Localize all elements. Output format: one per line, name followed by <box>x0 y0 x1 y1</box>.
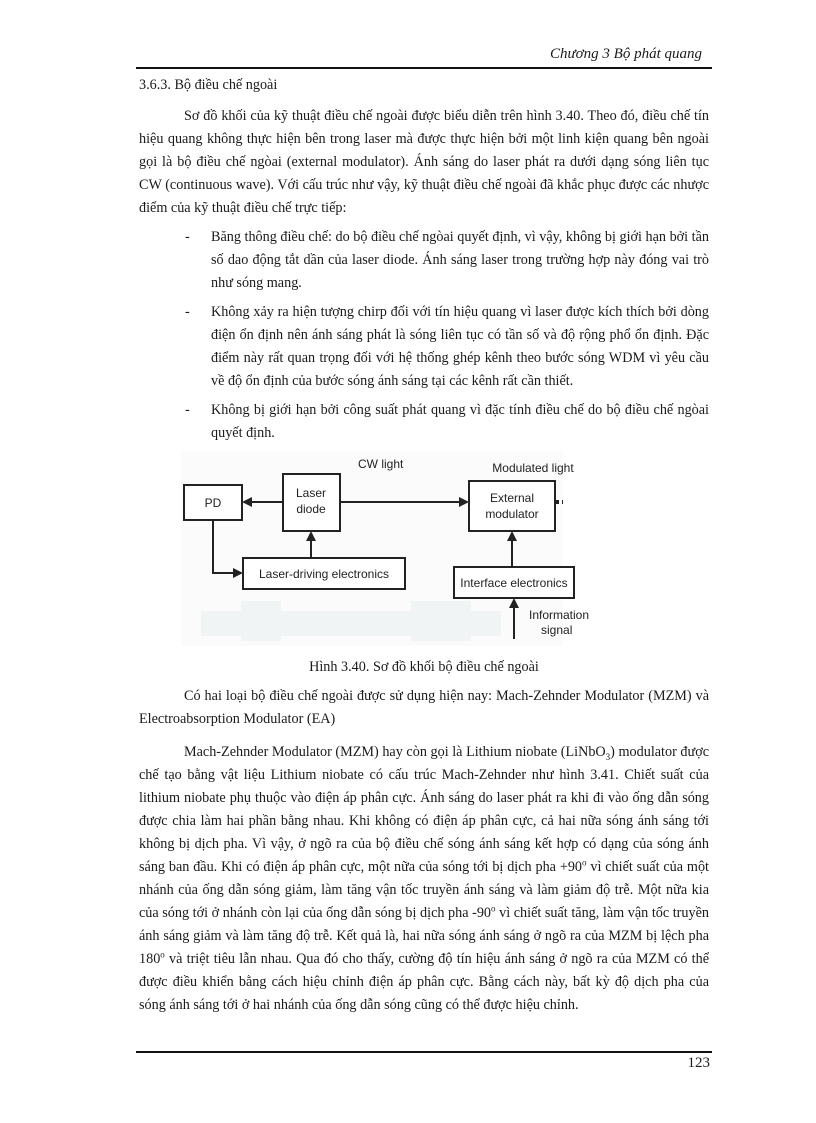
page-number: 123 <box>687 1055 710 1071</box>
external-modulator-label-1: External <box>489 491 535 505</box>
cw-light-label: CW light <box>358 457 404 471</box>
page-content <box>139 74 709 1017</box>
laser-diode-label-2: diode <box>296 502 326 516</box>
bullet-text: Băng thông điều chế: do bộ điều chế ngòai quyết định, vì vậy, không bị giới hạn bởi tần số dao động tắt dần của laser diode. Ánh sáng laser trong trường hợp này đóng vai trò như sóng mang. <box>211 229 709 291</box>
mzm-text-4: vì chiết suất tăng, làm vận tốc truyền ánh sáng giảm và làm tăng độ trễ. Kết quả là, hai nữa sóng ánh sáng ở ngõ ra của MZM bị lệch pha 180 <box>139 905 709 967</box>
block-diagram <box>181 451 590 646</box>
bullet-item <box>139 301 709 393</box>
mzm-degree-2: o <box>491 903 496 914</box>
bullet-list <box>139 226 709 445</box>
section-title: 3.6.3. Bộ điều chế ngoài <box>139 77 278 93</box>
chapter-header: Chương 3 Bộ phát quang <box>549 46 702 62</box>
information-signal-label-2: signal <box>541 623 573 637</box>
bullet-item <box>139 226 709 295</box>
block-diagram-figure <box>181 451 590 646</box>
bullet-marker: - <box>185 229 190 245</box>
bullet-text: Không bị giới hạn bởi công suất phát quang vì đặc tính điều chế do bộ điều chế ngòai quyết định. <box>211 402 709 441</box>
footer-rule <box>136 1051 712 1053</box>
mzm-paragraph <box>139 741 709 1017</box>
mzm-subscript-3: 3 <box>605 751 611 762</box>
mzm-text-3: vì chiết suất của một nhánh của ống dẫn sóng giảm, làm tăng vận tốc truyền ánh sáng và làm giảm độ trễ. Một nữa kia của sóng tới ở nhánh còn lại của ống dẫn sóng bị dịch pha -90 <box>139 859 709 921</box>
interface-electronics-label: Interface electronics <box>460 576 568 590</box>
header-rule <box>136 67 712 69</box>
laser-driving-label: Laser-driving electronics <box>258 567 390 581</box>
mzm-degree-1: o <box>582 857 587 868</box>
mzm-text-2: ) modulator được chế tạo bằng vật liệu Lithium niobate có cấu trúc Mach-Zehnder như hình 3.41. Chiết suất của lithium niobate phụ thuộc vào điện áp phân cực. Ánh sáng do laser phát ra khi đi vào ống dẫn sóng được chia làm hai phần bằng nhau. Khi không có điện áp phân cực, cả hai nữa sóng ánh sáng tới không bị dịch pha. Vì vậy, ở ngõ ra của bộ điều chế sóng ánh sáng kết hợp có dạng của sóng ánh sáng ban đầu. Khi có điện áp phân cực, một nữa của sóng tới bị dịch pha +90 <box>139 744 709 875</box>
bullet-text: Không xảy ra hiện tượng chirp đối với tín hiệu quang vì laser được kích thích bởi dòng điện ổn định nên ánh sáng phát là sóng liên tục có tần số và độ rộng phổ ổn định. Đặc điểm này rất quan trọng đối với hệ thống ghép kênh theo bước sóng WDM vì yêu cầu về độ ổn định của bước sóng ánh sáng tại các kênh rất cần thiết. <box>211 304 709 389</box>
external-modulator-label-2: modulator <box>485 507 539 521</box>
mzm-text-5: và triệt tiêu lẫn nhau. Qua đó cho thấy, cường độ tín hiệu ánh sáng ở ngõ ra của MZM có thể được điều khiển bằng cách hiệu chỉnh điện áp phân cực. Bằng cách này, bất kỳ độ dịch pha của sóng ánh sáng tới ở hai nhánh của ống dẫn sóng cũng có thể được hiệu chỉnh. <box>139 951 709 1013</box>
figure-caption: Hình 3.40. Sơ đồ khối bộ điều chế ngoài <box>309 659 539 675</box>
pd-feedback-arrow <box>213 520 241 573</box>
background-texture <box>201 601 501 641</box>
modulator-types-paragraph: Có hai loại bộ điều chế ngoài được sử dụng hiện nay: Mach-Zehnder Modulator (MZM) và Electroabsorption Modulator (EA) <box>139 688 709 727</box>
mzm-degree-3: o <box>160 949 165 960</box>
modulated-light-label: Modulated light <box>492 461 574 475</box>
pd-label: PD <box>204 496 222 510</box>
bullet-marker: - <box>185 402 190 418</box>
external-modulator-box <box>469 481 555 531</box>
mzm-text-1: Mach-Zehnder Modulator (MZM) hay còn gọi là Lithium niobate (LiNbO <box>184 744 606 760</box>
information-signal-label-1: Information <box>529 608 590 622</box>
bullet-marker: - <box>185 304 190 320</box>
intro-paragraph: Sơ đồ khối của kỹ thuật điều chế ngoài được biểu diễn trên hình 3.40. Theo đó, điều chế tín hiệu quang không thực hiện bên trong laser mà được thực hiện bởi một linh kiện quang bên ngoài gọi là bộ điều chế ngòai (external modulator). Ánh sáng do laser phát ra dưới dạng sóng liên tục CW (continuous wave). Với cấu trúc như vậy, kỹ thuật điều chế ngoài đã khắc phục được các nhược điểm của kỹ thuật điều chế trực tiếp: <box>139 108 709 216</box>
bullet-item <box>139 399 709 445</box>
laser-diode-label-1: Laser <box>295 486 327 500</box>
